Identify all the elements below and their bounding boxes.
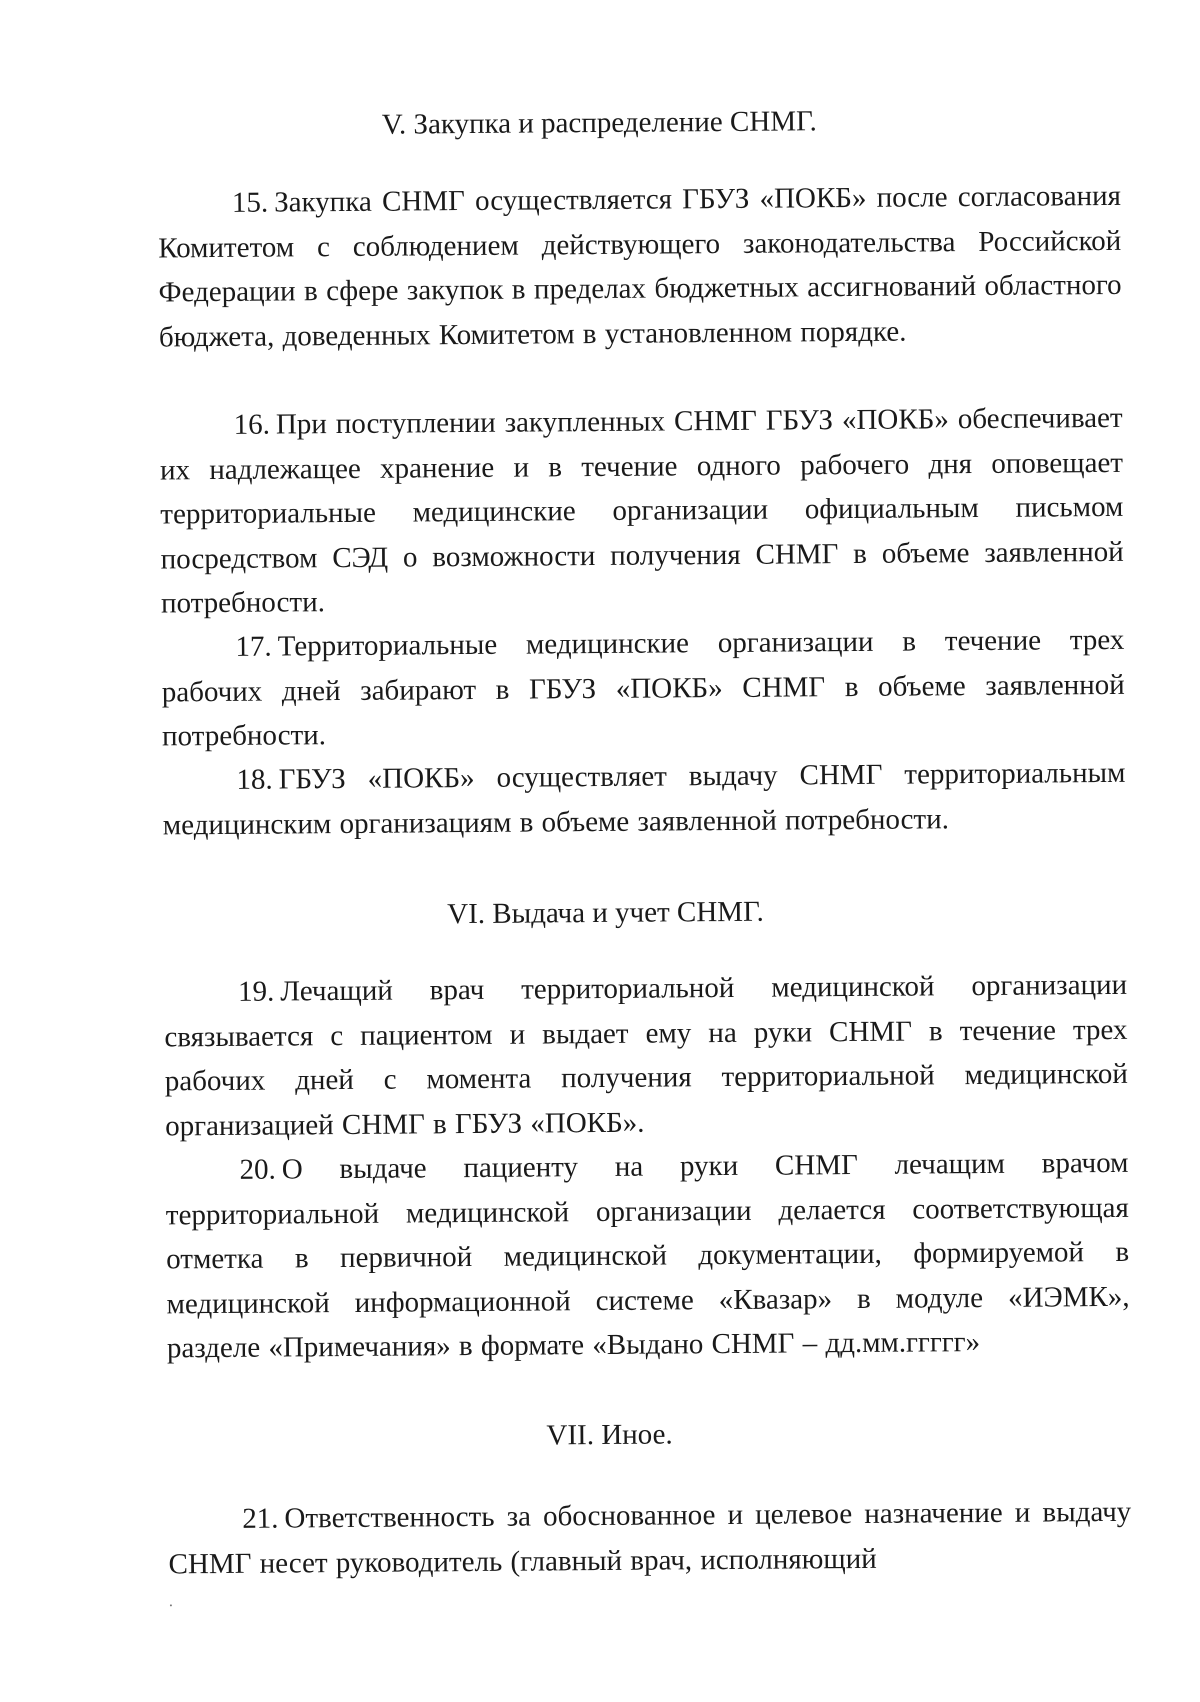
item-number: 17. xyxy=(235,630,272,663)
paragraph-20 xyxy=(165,1141,1130,1371)
item-text: ГБУЗ «ПОКБ» осуществляет выдачу СНМГ территориальным медицинским организациям в объеме заявленной потребности. xyxy=(162,756,1126,841)
item-text: Лечащий врач территориальной медицинской организации связывается с пациентом и выдает ему на руки СНМГ в течение трех рабочих дней с момента получения территориальной медицинской организацией СНМГ в ГБУЗ «ПОКБ». xyxy=(164,968,1128,1142)
item-text: О выдаче пациенту на руки СНМГ лечащим врачом территориальной медицинской организации делается соответствующая отметка в первичной медицинской документации, формируемой в медицинской информационной системе «Квазар» в модуле «ИЭМК», разделе «Примечания» в формате «Выдано СНМГ – дд.мм.ггггг» xyxy=(165,1146,1130,1365)
item-text: Ответственность за обоснованное и целевое назначение и выдачу СНМГ несет руководитель (главный врач, исполняющий xyxy=(168,1495,1132,1580)
item-text: Закупка СНМГ осуществляется ГБУЗ «ПОКБ» после согласования Комитетом с соблюдением действующего законодательства Российской Федерации в сфере закупок в пределах бюджетных ассигнований областного бюджета, доведенных Комитетом в установленном порядке. xyxy=(158,179,1122,353)
item-text: При поступлении закупленных СНМГ ГБУЗ «ПОКБ» обеспечивает их надлежащее хранение и в течение одного рабочего дня оповещает территориальные медицинские организации официальным письмом посредством СЭД о возможности получения СНМГ в объеме заявленной потребности. xyxy=(159,401,1124,620)
item-number: 15. xyxy=(231,186,269,219)
paragraph-16 xyxy=(159,396,1124,626)
item-number: 20. xyxy=(239,1153,276,1186)
item-text: Территориальные медицинские организации в течение трех рабочих дней забирают в ГБУЗ «ПОКБ» СНМГ в объеме заявленной потребности. xyxy=(161,623,1125,753)
section-heading-v: V. Закупка и распределение СНМГ. xyxy=(381,105,817,141)
item-number: 19. xyxy=(237,975,275,1008)
paragraph-17 xyxy=(161,618,1125,759)
paragraph-15 xyxy=(158,174,1122,360)
scan-speck xyxy=(170,1604,172,1606)
section-heading-vii: VII. Иное. xyxy=(546,1418,673,1452)
paragraph-21 xyxy=(168,1490,1132,1587)
item-number: 16. xyxy=(233,408,271,441)
item-number: 21. xyxy=(242,1502,279,1535)
item-number: 18. xyxy=(236,763,273,796)
paragraph-18 xyxy=(162,751,1126,848)
section-heading-vi: VI. Выдача и учет СНМГ. xyxy=(447,895,764,931)
paragraph-19 xyxy=(164,963,1128,1149)
